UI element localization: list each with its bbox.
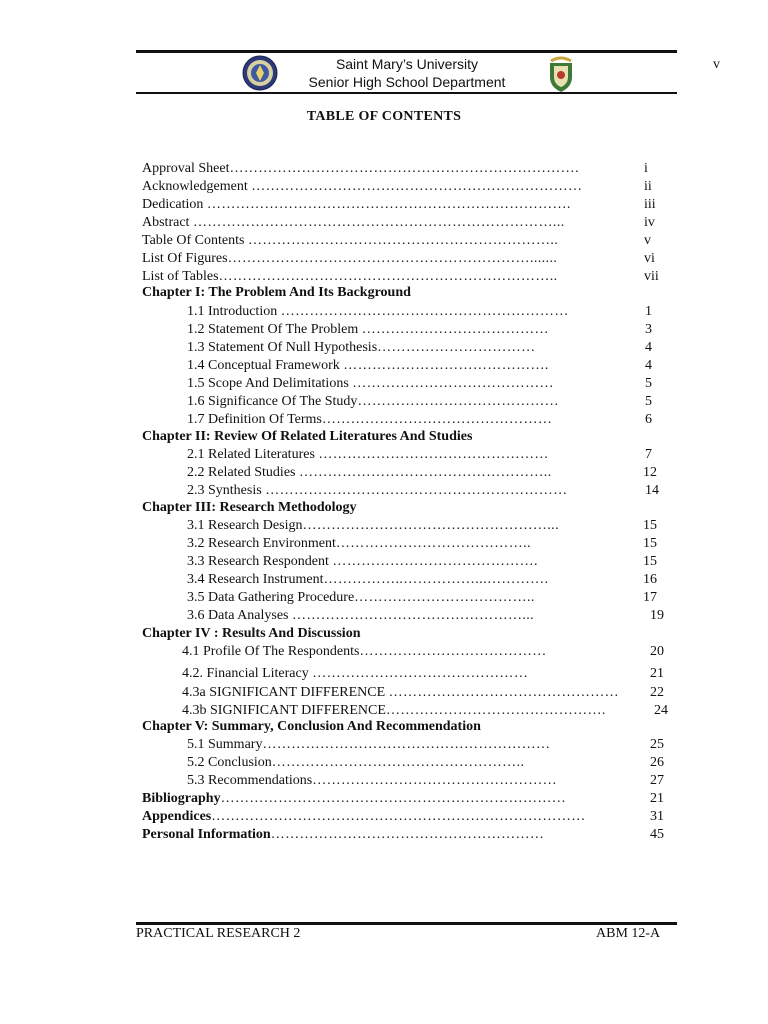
- entry-label: 3.1 Research Design: [187, 518, 303, 533]
- entry-page-number: 25: [650, 737, 664, 752]
- chapter-heading: [142, 284, 411, 302]
- toc-back-entry: [142, 826, 544, 844]
- toc-subentry: [187, 339, 536, 357]
- entry-label: 4.3a SIGNIFICANT DIFFERENCE: [182, 685, 389, 700]
- dot-leader: ………………………………………………………: [265, 483, 568, 498]
- dot-leader: …………………………………………: [318, 447, 549, 462]
- toc-subentry: [187, 754, 524, 772]
- entry-page-number: 5: [645, 376, 652, 391]
- dot-leader: ………………………………………………………..: [247, 233, 559, 248]
- entry-page-number: 27: [650, 773, 664, 788]
- entry-page-number: 16: [643, 572, 657, 587]
- toc-subentry: [187, 321, 549, 339]
- entry-label: Table Of Contents: [142, 233, 248, 248]
- footer-rule: [136, 922, 677, 925]
- entry-page-number: 12: [643, 465, 657, 480]
- toc-subentry: [187, 482, 568, 500]
- entry-page-number: 26: [650, 755, 664, 770]
- dot-leader: ……………………………………………………: [262, 737, 551, 752]
- dot-leader: ……………………………………: [352, 376, 554, 391]
- dot-leader: …………………………………: [359, 644, 547, 659]
- toc-entry: [142, 196, 571, 214]
- entry-label: 3.5 Data Gathering Procedure: [187, 590, 355, 605]
- entry-label: 2.2 Related Studies: [187, 465, 299, 480]
- toc-subentry: [187, 589, 535, 607]
- entry-label: 1.6 Significance Of The Study: [187, 394, 358, 409]
- dot-leader: ……………………………………………..: [271, 755, 525, 770]
- dot-leader: ……………………………………………: [312, 773, 558, 788]
- entry-label: 1.2 Statement Of The Problem: [187, 322, 362, 337]
- chapter-heading: [142, 625, 360, 643]
- toc-entry: [142, 178, 582, 196]
- department-name: Senior High School Department: [308, 74, 506, 90]
- entry-page-number: 15: [643, 536, 657, 551]
- chapter-heading: [142, 428, 472, 446]
- dot-leader: ……………………………………………………………….: [229, 161, 579, 176]
- toc-back-entry: [142, 790, 566, 808]
- toc-subentry: [182, 684, 619, 702]
- entry-label: Acknowledgement: [142, 179, 252, 194]
- entry-page-number: 17: [643, 590, 657, 605]
- entry-page-number: 6: [645, 412, 652, 427]
- entry-page-number: 24: [654, 703, 668, 718]
- entry-label: Chapter IV : Results And Discussion: [142, 626, 361, 641]
- entry-page-number: 14: [645, 483, 659, 498]
- toc-entry: [142, 232, 558, 250]
- entry-page-number: 5: [645, 394, 652, 409]
- toc-subentry: [187, 553, 538, 571]
- entry-label: Bibliography: [142, 791, 221, 806]
- entry-page-number: iii: [644, 197, 656, 212]
- footer-section: ABM 12-A: [596, 926, 661, 941]
- entry-label: Chapter III: Research Methodology: [142, 500, 357, 515]
- dot-leader: …………………………………………………………………...: [192, 215, 565, 230]
- entry-page-number: v: [644, 233, 651, 248]
- dot-leader: ……………………………………………………: [280, 304, 569, 319]
- entry-page-number: 22: [650, 685, 664, 700]
- entry-label: 3.2 Research Environment: [187, 536, 336, 551]
- entry-label: 4.3b SIGNIFICANT DIFFERENCE: [182, 703, 386, 718]
- entry-page-number: 15: [643, 554, 657, 569]
- entry-label: Approval Sheet: [142, 161, 230, 176]
- dot-leader: ………………………………………………………………: [220, 791, 567, 806]
- entry-page-number: 19: [650, 608, 664, 623]
- entry-page-number: 31: [650, 809, 664, 824]
- entry-label: Appendices: [142, 809, 212, 824]
- entry-label: 1.4 Conceptual Framework: [187, 358, 344, 373]
- entry-label: 5.2 Conclusion: [187, 755, 272, 770]
- entry-label: 1.5 Scope And Delimitations: [187, 376, 353, 391]
- entry-page-number: 4: [645, 340, 652, 355]
- toc-subentry: [187, 464, 552, 482]
- entry-page-number: 21: [650, 666, 664, 681]
- toc-entry: [142, 160, 579, 178]
- toc-subentry: [187, 393, 559, 411]
- entry-label: Personal Information: [142, 827, 271, 842]
- dot-leader: …………………………………….: [343, 358, 549, 373]
- toc-subentry: [187, 571, 548, 589]
- entry-label: 1.3 Statement Of Null Hypothesis: [187, 340, 378, 355]
- dot-leader: ……………………………………………………………………: [211, 809, 586, 824]
- university-name: Saint Mary’s University: [335, 56, 479, 72]
- dot-leader: ………………………………………: [312, 666, 529, 681]
- dot-leader: ……………………………………………...: [302, 518, 559, 533]
- dot-leader: …………………………………………: [388, 685, 620, 700]
- dot-leader: ………………………………………………………………….: [206, 197, 571, 212]
- entry-label: List of Tables: [142, 269, 219, 284]
- toc-subentry: [182, 665, 528, 683]
- entry-page-number: 7: [645, 447, 652, 462]
- dot-leader: …………………………………..: [335, 536, 531, 551]
- toc-subentry: [187, 535, 531, 553]
- entry-page-number: 3: [645, 322, 652, 337]
- entry-page-number: vi: [644, 251, 655, 266]
- toc-subentry: [187, 736, 550, 754]
- toc-entry: [142, 250, 557, 268]
- entry-label: Chapter II: Review Of Related Literatures And Studies: [142, 429, 473, 444]
- dot-leader: ……………………………………………………………..: [218, 269, 558, 284]
- dot-leader: …………………………………….: [332, 554, 538, 569]
- entry-page-number: 4: [645, 358, 652, 373]
- toc-back-entry: [142, 808, 586, 826]
- dot-leader: …………………………………………: [321, 412, 553, 427]
- entry-label: 5.1 Summary: [187, 737, 263, 752]
- dot-leader: ……………………………………………..: [299, 465, 552, 480]
- dot-leader: ……………………………………: [357, 394, 560, 409]
- entry-page-number: 15: [643, 518, 657, 533]
- entry-label: 1.7 Definition Of Terms: [187, 412, 322, 427]
- toc-subentry: [187, 446, 549, 464]
- chapter-heading: [142, 718, 481, 736]
- dot-leader: ……………………………………….: [385, 703, 606, 718]
- entry-label: 3.3 Research Respondent: [187, 554, 333, 569]
- entry-page-number: iv: [644, 215, 655, 230]
- entry-label: 4.2. Financial Literacy: [182, 666, 313, 681]
- page-number: v: [713, 57, 720, 72]
- entry-page-number: 1: [645, 304, 652, 319]
- entry-label: 3.6 Data Analyses: [187, 608, 292, 623]
- toc-subentry: [187, 517, 559, 535]
- toc-subentry: [187, 607, 534, 625]
- entry-label: 5.3 Recommendations: [187, 773, 313, 788]
- toc-subentry: [187, 303, 569, 321]
- entry-label: 4.1 Profile Of The Respondents: [182, 644, 360, 659]
- entry-page-number: ii: [644, 179, 652, 194]
- entry-label: Chapter V: Summary, Conclusion And Recommendation: [142, 719, 481, 734]
- toc-subentry: [187, 357, 549, 375]
- entry-label: 2.1 Related Literatures: [187, 447, 319, 462]
- entry-label: List Of Figures: [142, 251, 228, 266]
- dot-leader: ……………………………: [377, 340, 536, 355]
- entry-page-number: 45: [650, 827, 664, 842]
- toc-subentry: [187, 411, 552, 429]
- toc-subentry: [187, 772, 557, 790]
- entry-page-number: vii: [644, 269, 659, 284]
- footer-course: PRACTICAL RESEARCH 2: [136, 926, 301, 941]
- entry-page-number: i: [644, 161, 648, 176]
- toc-subentry: [182, 643, 547, 661]
- dot-leader: ………………………………..: [354, 590, 535, 605]
- entry-page-number: 21: [650, 791, 664, 806]
- dot-leader: …………………………………………………: [270, 827, 545, 842]
- entry-label: 1.1 Introduction: [187, 304, 281, 319]
- dot-leader: ……………………………………………………………: [251, 179, 583, 194]
- entry-label: Dedication: [142, 197, 207, 212]
- entry-label: 2.3 Synthesis: [187, 483, 266, 498]
- entry-label: Chapter I: The Problem And Its Background: [142, 285, 411, 300]
- entry-page-number: 20: [650, 644, 664, 659]
- entry-label: Abstract: [142, 215, 193, 230]
- entry-label: 3.4 Research Instrument: [187, 572, 324, 587]
- page-title: TABLE OF CONTENTS: [306, 109, 462, 124]
- dot-leader: …………………………………………...: [291, 608, 535, 623]
- toc-entry: [142, 214, 565, 232]
- dot-leader: …………………………………: [361, 322, 549, 337]
- toc-subentry: [187, 375, 554, 393]
- chapter-heading: [142, 499, 357, 517]
- dot-leader: ……………..……………...………….: [323, 572, 549, 587]
- dot-leader: ……………………………………………………….......: [227, 251, 558, 266]
